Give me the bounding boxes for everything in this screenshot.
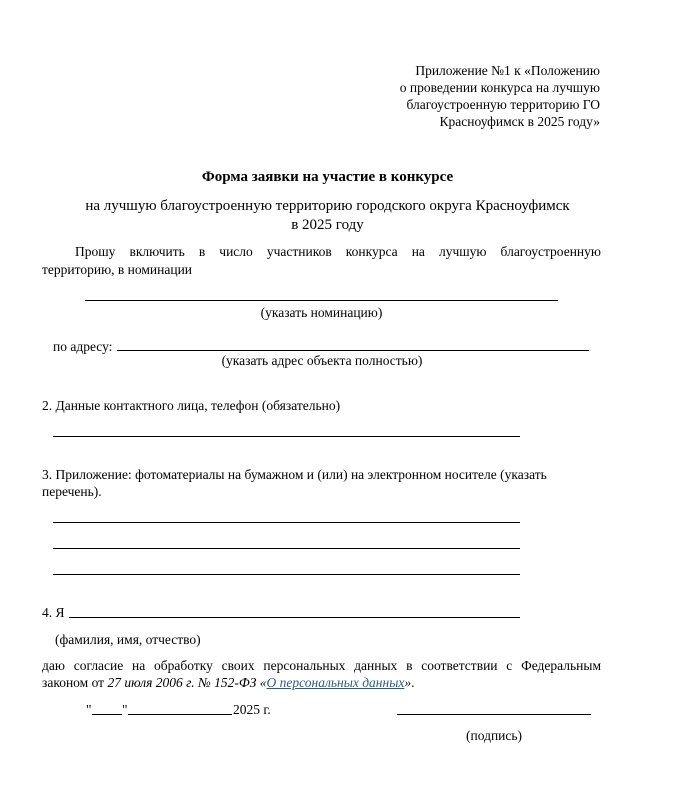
consent-line-2	[42, 674, 414, 691]
attachment-field-line[interactable]	[53, 574, 520, 575]
nomination-field-line[interactable]	[85, 300, 558, 301]
consent-suffix: .	[411, 675, 415, 690]
form-title: Форма заявки на участие в конкурсе	[201, 169, 454, 185]
date-month-field-line[interactable]	[128, 714, 232, 715]
law-reference: 27 июля 2006 г. № 152-ФЗ «	[107, 675, 267, 690]
attachment-field-line[interactable]	[53, 522, 520, 523]
request-line-1: Прошу включить в число участников конкурса на лучшую благоустроенную	[75, 244, 601, 259]
date-quote-open: "	[86, 702, 92, 717]
section-2-label: 2. Данные контактного лица, телефон (обязательно)	[42, 398, 341, 413]
consent-line-1: даю согласие на обработку своих персональных данных в соответствии с Федеральным	[42, 658, 601, 673]
appendix-header-line: Приложение №1 к «Положению	[415, 63, 600, 78]
address-field-line[interactable]	[117, 350, 589, 351]
contact-field-line[interactable]	[53, 436, 520, 437]
signature-hint: (подпись)	[466, 728, 523, 743]
signature-field-line[interactable]	[397, 714, 591, 715]
appendix-header-line: о проведении конкурса на лучшую	[399, 80, 600, 95]
law-link[interactable]: О персональных данных	[266, 675, 405, 690]
attachment-field-line[interactable]	[53, 548, 520, 549]
appendix-header-line: благоустроенную территорию ГО	[406, 97, 600, 112]
section-3-line-2: перечень).	[42, 484, 102, 499]
date-quote-close: "	[122, 702, 128, 717]
date-day-field-line[interactable]	[92, 714, 122, 715]
section-4-label: 4. Я	[42, 605, 65, 620]
law-reference-close: »	[404, 675, 412, 690]
nomination-hint: (указать номинацию)	[260, 305, 383, 320]
appendix-header-line: Красноуфимск в 2025 году»	[439, 114, 600, 129]
section-3-line-1: 3. Приложение: фотоматериалы на бумажном и (или) на электронном носителе (указать	[42, 467, 547, 482]
address-label: по адресу:	[53, 339, 113, 354]
fio-hint: (фамилия, имя, отчество)	[55, 632, 201, 647]
appendix-header	[340, 62, 600, 130]
form-subtitle-year: в 2025 году	[291, 217, 364, 233]
date-year: 2025 г.	[233, 702, 271, 717]
address-hint: (указать адрес объекта полностью)	[221, 353, 423, 368]
form-subtitle: на лучшую благоустроенную территорию городского округа Красноуфимск	[85, 198, 570, 214]
request-line-2: территорию, в номинации	[42, 262, 193, 277]
consent-prefix: законом от	[42, 675, 108, 690]
fio-field-line[interactable]	[69, 617, 520, 618]
